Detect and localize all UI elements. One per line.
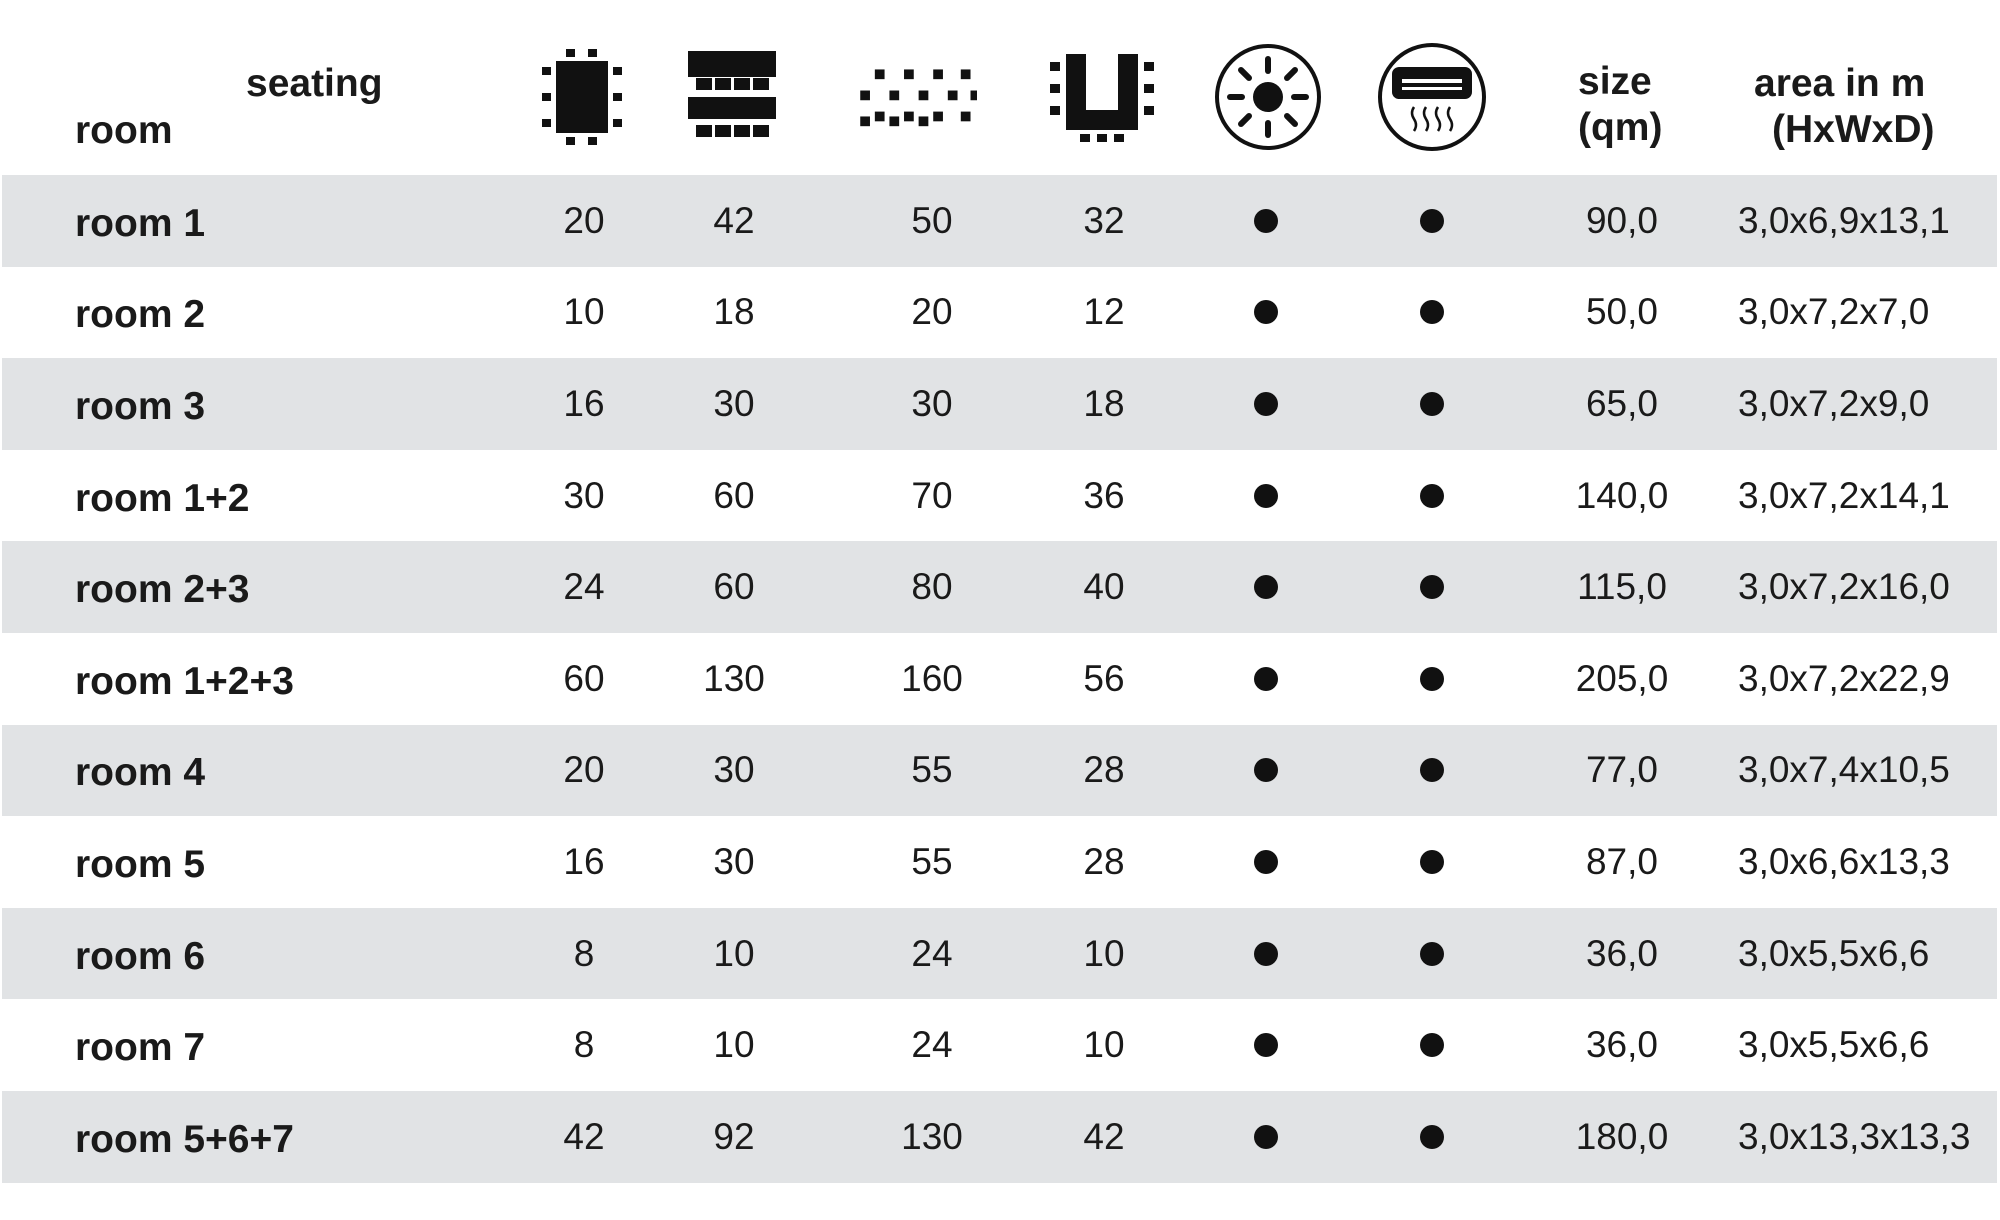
classroom-capacity: 30: [713, 749, 755, 791]
u-shape-capacity: 42: [1083, 1115, 1125, 1157]
room-size: 205,0: [1575, 657, 1669, 699]
daylight-indicator: [1212, 450, 1320, 542]
boardroom-capacity: 16: [563, 840, 605, 882]
theatre-capacity: 55: [911, 840, 953, 882]
theatre-capacity: 20: [911, 291, 953, 333]
daylight-indicator: [1212, 541, 1320, 633]
air-conditioning-indicator-dot: [1420, 667, 1444, 691]
classroom-capacity: 10: [713, 1024, 755, 1066]
air-conditioning-indicator-dot: [1420, 300, 1444, 324]
daylight-indicator-dot: [1254, 758, 1278, 782]
air-conditioning-indicator: [1378, 358, 1486, 450]
room-dimensions: 3,0x7,2x9,0: [1738, 382, 1930, 424]
u-shape-capacity: 12: [1083, 291, 1125, 333]
room-name: room 4: [75, 751, 206, 795]
air-conditioning-indicator: [1378, 999, 1486, 1091]
size-header-label: size: [1578, 60, 1652, 103]
area-header-unit: (HxWxD): [1772, 108, 1935, 151]
air-conditioning-indicator: [1378, 816, 1486, 908]
air-conditioning-indicator: [1378, 633, 1486, 725]
table-row: [2, 908, 1997, 1000]
theatre-capacity: 30: [911, 382, 953, 424]
table-row: [2, 1091, 1997, 1183]
air-conditioning-indicator: [1378, 908, 1486, 1000]
room-name: room 5: [75, 842, 206, 886]
air-conditioning-indicator: [1378, 725, 1486, 817]
room-size: 87,0: [1585, 840, 1658, 882]
daylight-indicator: [1212, 267, 1320, 359]
boardroom-capacity: 30: [563, 474, 605, 516]
air-conditioning-indicator: [1378, 1091, 1486, 1183]
daylight-indicator-dot: [1254, 942, 1278, 966]
air-conditioning-indicator: [1378, 175, 1486, 267]
table-row: [2, 175, 1997, 267]
table-body: [2, 175, 1997, 1183]
air-conditioning-icon: [1372, 42, 1492, 152]
u-shape-capacity: 28: [1083, 840, 1125, 882]
air-conditioning-indicator-dot: [1420, 209, 1444, 233]
table-header: [2, 0, 1997, 175]
room-dimensions: 3,0x13,3x13,3: [1738, 1115, 1971, 1157]
table-row: [2, 450, 1997, 542]
air-conditioning-indicator-dot: [1420, 484, 1444, 508]
boardroom-capacity: 60: [563, 657, 605, 699]
boardroom-capacity: 8: [573, 1024, 595, 1066]
classroom-capacity: 30: [713, 840, 755, 882]
table-row: [2, 999, 1997, 1091]
theatre-capacity: 24: [911, 1024, 953, 1066]
room-name: room 1+2+3: [75, 659, 294, 703]
room-name: room 1: [75, 201, 206, 245]
room-size: 77,0: [1585, 749, 1658, 791]
daylight-indicator: [1212, 175, 1320, 267]
air-conditioning-indicator-dot: [1420, 758, 1444, 782]
room-capacity-table: [2, 0, 1997, 1183]
theatre-capacity: 70: [911, 474, 953, 516]
theatre-capacity: 24: [911, 932, 953, 974]
room-dimensions: 3,0x5,5x6,6: [1738, 932, 1930, 974]
boardroom-capacity: 42: [563, 1115, 605, 1157]
daylight-indicator-dot: [1254, 1033, 1278, 1057]
daylight-indicator: [1212, 1091, 1320, 1183]
u-shape-capacity: 56: [1083, 657, 1125, 699]
classroom-capacity: 18: [713, 291, 755, 333]
boardroom-capacity: 24: [563, 566, 605, 608]
daylight-indicator: [1212, 725, 1320, 817]
daylight-indicator-dot: [1254, 209, 1278, 233]
air-conditioning-indicator-dot: [1420, 575, 1444, 599]
room-size: 65,0: [1585, 382, 1658, 424]
boardroom-seating-icon: [522, 42, 642, 152]
room-name: room 3: [75, 384, 206, 428]
size-header-unit: (qm): [1578, 106, 1663, 149]
boardroom-capacity: 20: [563, 199, 605, 241]
table-row: [2, 725, 1997, 817]
u-shape-capacity: 18: [1083, 382, 1125, 424]
room-size: 140,0: [1575, 474, 1669, 516]
room-dimensions: 3,0x6,6x13,3: [1738, 840, 1950, 882]
air-conditioning-indicator-dot: [1420, 850, 1444, 874]
room-size: 36,0: [1585, 932, 1658, 974]
boardroom-capacity: 20: [563, 749, 605, 791]
u-shape-capacity: 28: [1083, 749, 1125, 791]
daylight-indicator-dot: [1254, 300, 1278, 324]
u-shape-seating-icon: [1042, 42, 1162, 152]
daylight-indicator: [1212, 358, 1320, 450]
classroom-capacity: 92: [713, 1115, 755, 1157]
boardroom-capacity: 8: [573, 932, 595, 974]
room-name: room 2: [75, 293, 206, 337]
classroom-capacity: 130: [703, 657, 765, 699]
room-name: room 2+3: [75, 568, 250, 612]
classroom-capacity: 60: [713, 566, 755, 608]
daylight-indicator: [1212, 999, 1320, 1091]
daylight-indicator-dot: [1254, 575, 1278, 599]
air-conditioning-indicator: [1378, 541, 1486, 633]
room-dimensions: 3,0x7,2x7,0: [1738, 291, 1930, 333]
u-shape-capacity: 10: [1083, 1024, 1125, 1066]
theatre-capacity: 80: [911, 566, 953, 608]
daylight-indicator: [1212, 633, 1320, 725]
u-shape-capacity: 10: [1083, 932, 1125, 974]
room-size: 90,0: [1585, 199, 1658, 241]
room-name: room 6: [75, 934, 206, 978]
room-name: room 7: [75, 1026, 206, 1070]
room-dimensions: 3,0x6,9x13,1: [1738, 199, 1950, 241]
u-shape-capacity: 40: [1083, 566, 1125, 608]
room-dimensions: 3,0x7,2x14,1: [1738, 474, 1950, 516]
table-row: [2, 358, 1997, 450]
room-dimensions: 3,0x7,4x10,5: [1738, 749, 1950, 791]
daylight-indicator-dot: [1254, 850, 1278, 874]
classroom-seating-icon: [672, 42, 792, 152]
classroom-capacity: 10: [713, 932, 755, 974]
daylight-indicator-dot: [1254, 667, 1278, 691]
classroom-capacity: 60: [713, 474, 755, 516]
air-conditioning-indicator-dot: [1420, 942, 1444, 966]
room-name: room 5+6+7: [75, 1117, 294, 1161]
u-shape-capacity: 36: [1083, 474, 1125, 516]
daylight-indicator-dot: [1254, 392, 1278, 416]
room-dimensions: 3,0x7,2x22,9: [1738, 657, 1950, 699]
air-conditioning-indicator: [1378, 267, 1486, 359]
daylight-indicator-dot: [1254, 484, 1278, 508]
room-size: 50,0: [1585, 291, 1658, 333]
classroom-capacity: 30: [713, 382, 755, 424]
theatre-capacity: 160: [901, 657, 963, 699]
table-row: [2, 267, 1997, 359]
room-name: room 1+2: [75, 476, 250, 520]
table-row: [2, 816, 1997, 908]
daylight-indicator: [1212, 908, 1320, 1000]
theatre-seating-icon: [857, 42, 977, 152]
theatre-capacity: 55: [911, 749, 953, 791]
daylight-indicator-dot: [1254, 1125, 1278, 1149]
theatre-capacity: 50: [911, 199, 953, 241]
air-conditioning-indicator-dot: [1420, 1033, 1444, 1057]
room-dimensions: 3,0x5,5x6,6: [1738, 1024, 1930, 1066]
room-size: 115,0: [1577, 566, 1667, 608]
room-dimensions: 3,0x7,2x16,0: [1738, 566, 1950, 608]
daylight-icon: [1208, 42, 1328, 152]
u-shape-capacity: 32: [1083, 199, 1125, 241]
boardroom-capacity: 16: [563, 382, 605, 424]
boardroom-capacity: 10: [563, 291, 605, 333]
room-header-label: room: [75, 109, 173, 152]
daylight-indicator: [1212, 816, 1320, 908]
classroom-capacity: 42: [713, 199, 755, 241]
table-row: [2, 541, 1997, 633]
room-size: 180,0: [1575, 1115, 1669, 1157]
air-conditioning-indicator: [1378, 450, 1486, 542]
air-conditioning-indicator-dot: [1420, 392, 1444, 416]
seating-header-label: seating: [246, 62, 383, 105]
air-conditioning-indicator-dot: [1420, 1125, 1444, 1149]
table-row: [2, 633, 1997, 725]
area-header-label: area in m: [1754, 62, 1926, 105]
room-size: 36,0: [1585, 1024, 1658, 1066]
theatre-capacity: 130: [901, 1115, 963, 1157]
